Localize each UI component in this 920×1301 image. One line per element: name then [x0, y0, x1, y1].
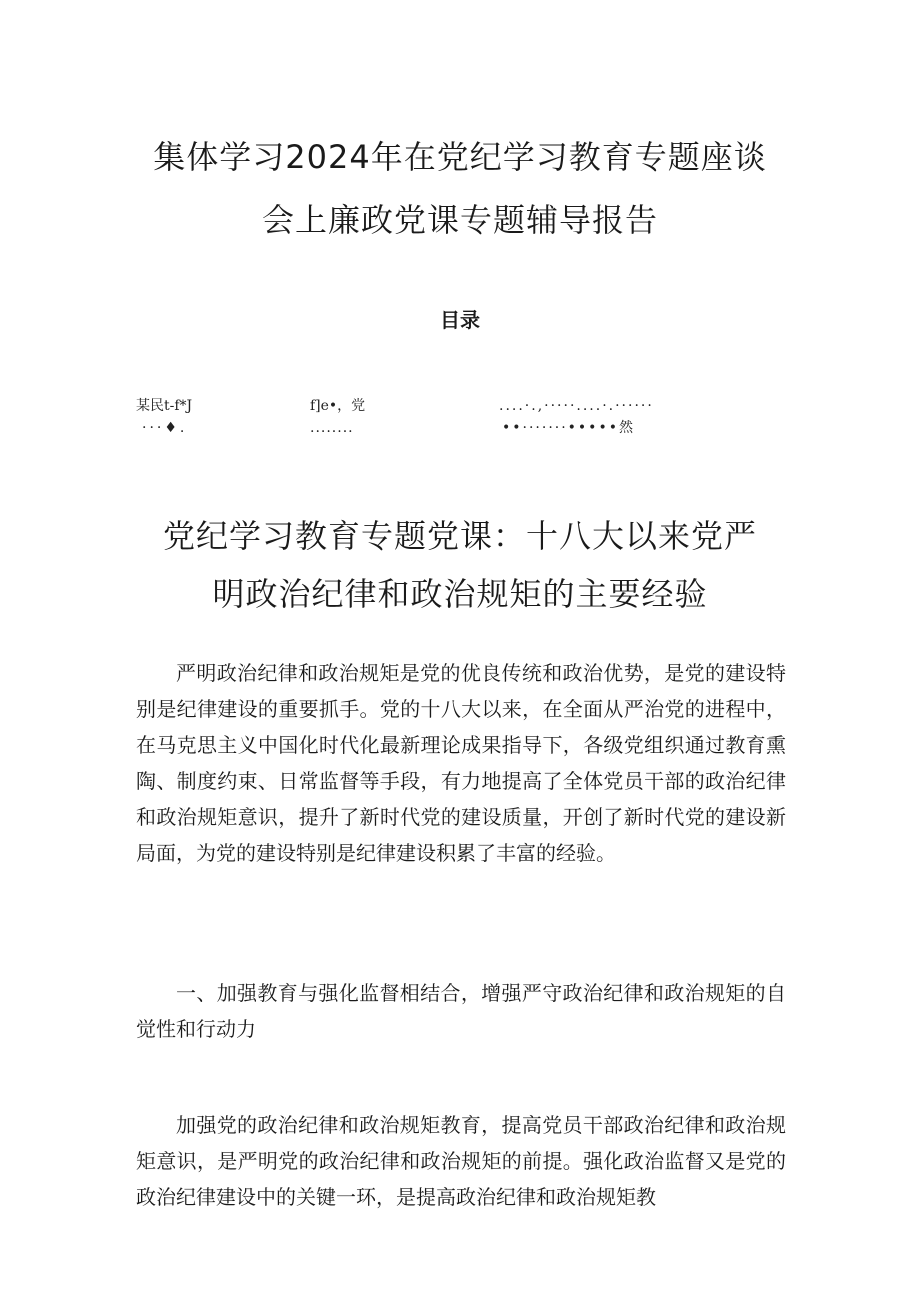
- toc-entry-fragment: ···♦.: [142, 420, 188, 436]
- body-paragraph: 严明政治纪律和政治规矩是党的优良传统和政治优势，是党的建设特别是纪律建设的重要抓手。党的十八大以来，在全面从严治党的进程中，在马克思主义中国化时代化最新理论成果指导下，各级党组织通过教育熏陶、制度约束、日常监督等手段，有力地提高了全体党员干部的政治纪律和政治规矩意识，提升了新时代党的建设质量，开创了新时代党的建设新局面，为党的建设特别是纪律建设积累了丰富的经验。: [136, 661, 786, 865]
- toc-leader-dots: ........: [310, 420, 354, 436]
- body-paragraph: 加强党的政治纪律和政治规矩教育，提高党员干部政治纪律和政治规矩意识，是严明党的政治纪律和政治规矩的前提。强化政治监督又是党的政治纪律建设中的关键一环，是提高政治纪律和政治规矩教: [136, 1113, 786, 1209]
- subheading-paragraph: 一、加强教育与强化监督相结合，增强严守政治纪律和政治规矩的自觉性和行动力: [136, 981, 786, 1041]
- toc-leader-dots: ••·······•••••然: [502, 420, 635, 436]
- toc-entry-fragment: 某民t-f*J: [136, 398, 193, 414]
- document-title: [0, 126, 920, 252]
- section-title-line-2: 明政治纪律和政治规矩的主要经验: [212, 575, 708, 613]
- document-title-line-1: 集体学习2024年在党纪学习教育专题座谈: [153, 138, 767, 176]
- section-title: [0, 507, 920, 623]
- toc-heading: 目录: [440, 308, 480, 332]
- section-title-line-1: 党纪学习教育专题党课：十八大以来党严: [162, 517, 757, 555]
- toc-entry-fragment: f]e•，党: [310, 398, 366, 414]
- document-title-line-2: 会上廉政党课专题辅导报告: [261, 201, 658, 239]
- toc-leader-dots: ....·.,·····....·.······: [499, 398, 654, 414]
